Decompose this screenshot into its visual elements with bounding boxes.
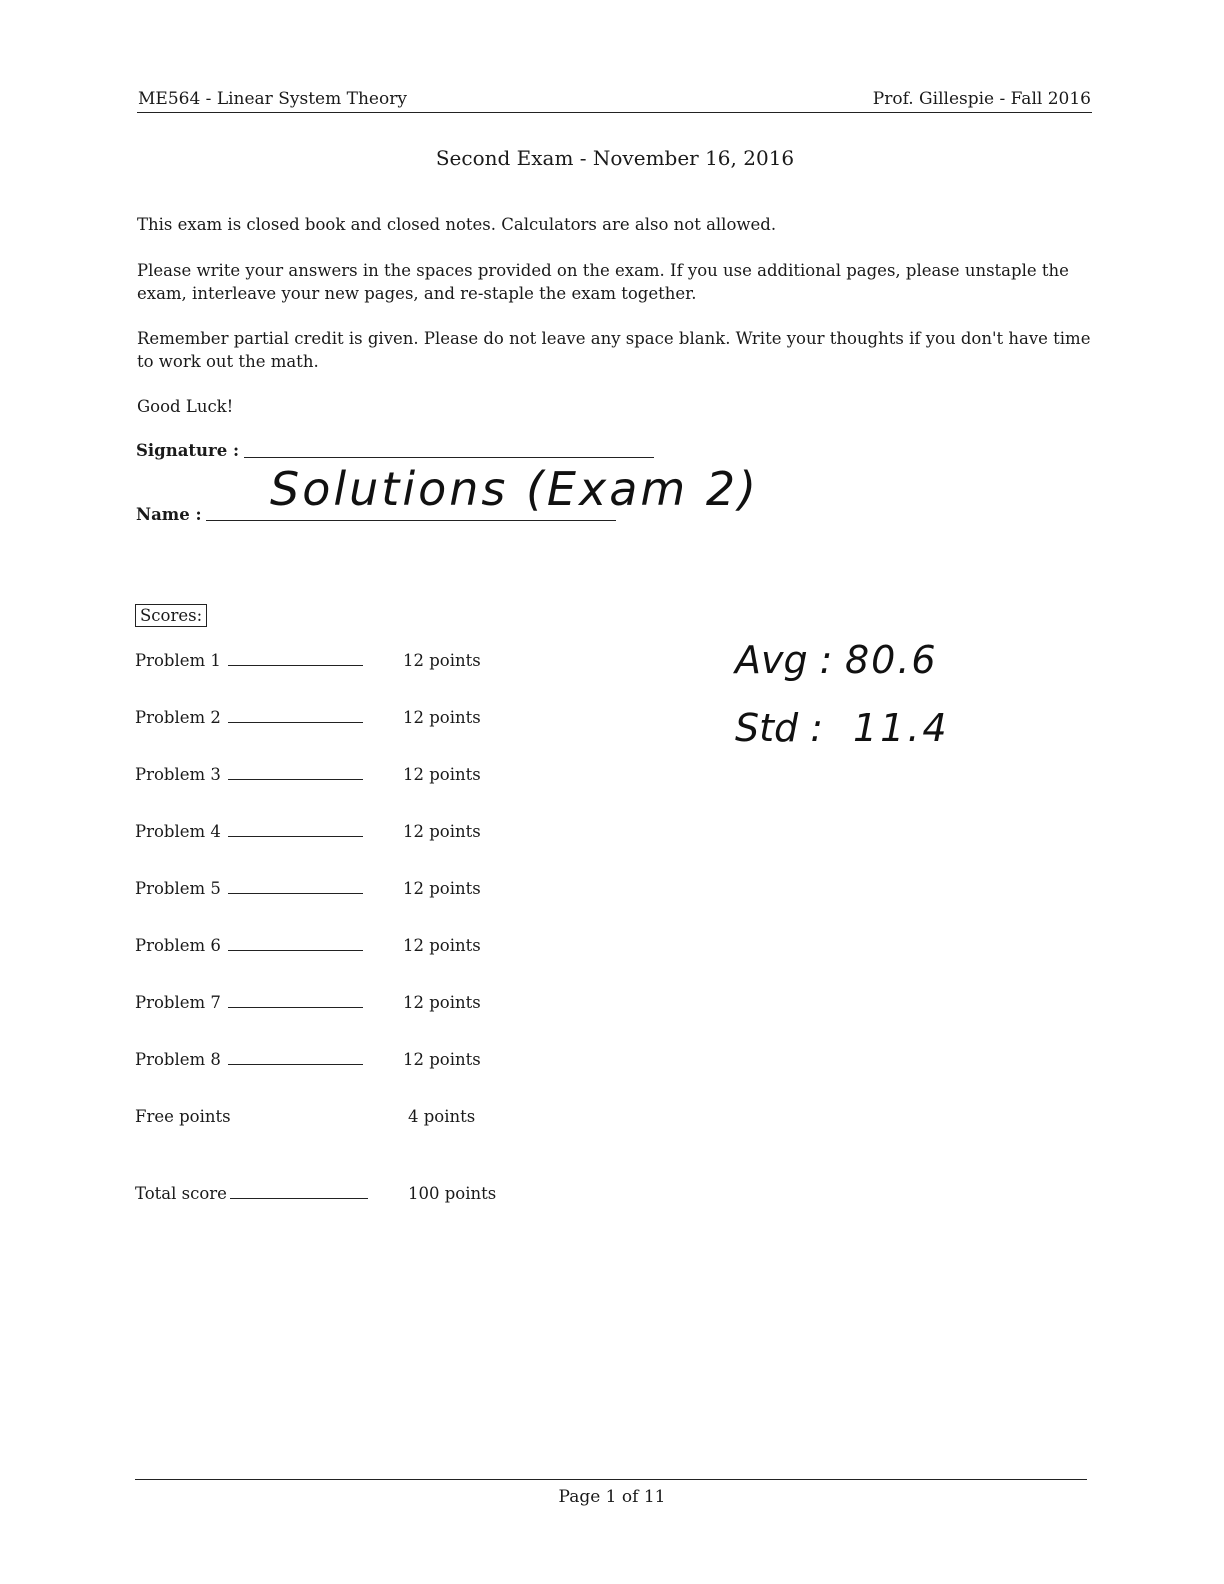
problem-1-points: 12 points	[403, 651, 481, 670]
good-luck: Good Luck!	[137, 397, 234, 416]
problem-7-points: 12 points	[403, 993, 481, 1012]
problem-3-points: 12 points	[403, 765, 481, 784]
problem-2-label: Problem 2	[135, 708, 221, 727]
problem-1-score-line[interactable]	[228, 665, 363, 666]
free-points-label: Free points	[135, 1107, 231, 1126]
header-rule	[137, 112, 1092, 113]
problem-1-label: Problem 1	[135, 651, 221, 670]
page-number: Page 1 of 11	[558, 1487, 666, 1507]
problem-3-score-line[interactable]	[228, 779, 363, 780]
course-title: ME564 - Linear System Theory	[138, 89, 407, 109]
total-score-label: Total score	[135, 1184, 227, 1203]
instruction-closed-book: This exam is closed book and closed notes. Calculators are also not allowed.	[137, 215, 777, 234]
name-handwritten: Solutions (Exam 2)	[270, 462, 760, 516]
problem-8-points: 12 points	[403, 1050, 481, 1069]
problem-6-points: 12 points	[403, 936, 481, 955]
problem-8-score-line[interactable]	[228, 1064, 363, 1065]
free-points-value: 4 points	[408, 1107, 476, 1126]
signature-label: Signature :	[136, 441, 240, 460]
problem-4-score-line[interactable]	[228, 836, 363, 837]
problem-3-label: Problem 3	[135, 765, 221, 784]
exam-title: Second Exam - November 16, 2016	[435, 146, 795, 170]
instruction-answers: Please write your answers in the spaces provided on the exam. If you use additional pages, please unstaple the exam, interleave your new pages, and re-staple the exam together.	[137, 261, 1069, 303]
instruction-partial-credit: Remember partial credit is given. Please do not leave any space blank. Write your thoughts if you don't have time to work out the math.	[137, 329, 1091, 371]
instructor-term: Prof. Gillespie - Fall 2016	[872, 89, 1091, 109]
problem-2-points: 12 points	[403, 708, 481, 727]
problem-2-score-line[interactable]	[228, 722, 363, 723]
problem-8-label: Problem 8	[135, 1050, 221, 1069]
problem-6-score-line[interactable]	[228, 950, 363, 951]
avg-label: Avg :	[735, 638, 833, 682]
footer-rule	[135, 1479, 1087, 1480]
std-value: 11.4	[853, 706, 950, 750]
scores-label: Scores:	[135, 604, 207, 627]
problem-5-label: Problem 5	[135, 879, 221, 898]
problem-5-points: 12 points	[403, 879, 481, 898]
problem-6-label: Problem 6	[135, 936, 221, 955]
problem-7-score-line[interactable]	[228, 1007, 363, 1008]
problem-7-label: Problem 7	[135, 993, 221, 1012]
name-label: Name :	[136, 505, 202, 524]
problem-5-score-line[interactable]	[228, 893, 363, 894]
name-line[interactable]	[206, 520, 616, 521]
total-score-line[interactable]	[230, 1198, 368, 1199]
signature-line[interactable]	[244, 457, 654, 458]
avg-value: 80.6	[845, 638, 938, 682]
std-label: Std :	[735, 706, 824, 750]
total-score-points: 100 points	[408, 1184, 497, 1203]
problem-4-points: 12 points	[403, 822, 481, 841]
problem-4-label: Problem 4	[135, 822, 221, 841]
